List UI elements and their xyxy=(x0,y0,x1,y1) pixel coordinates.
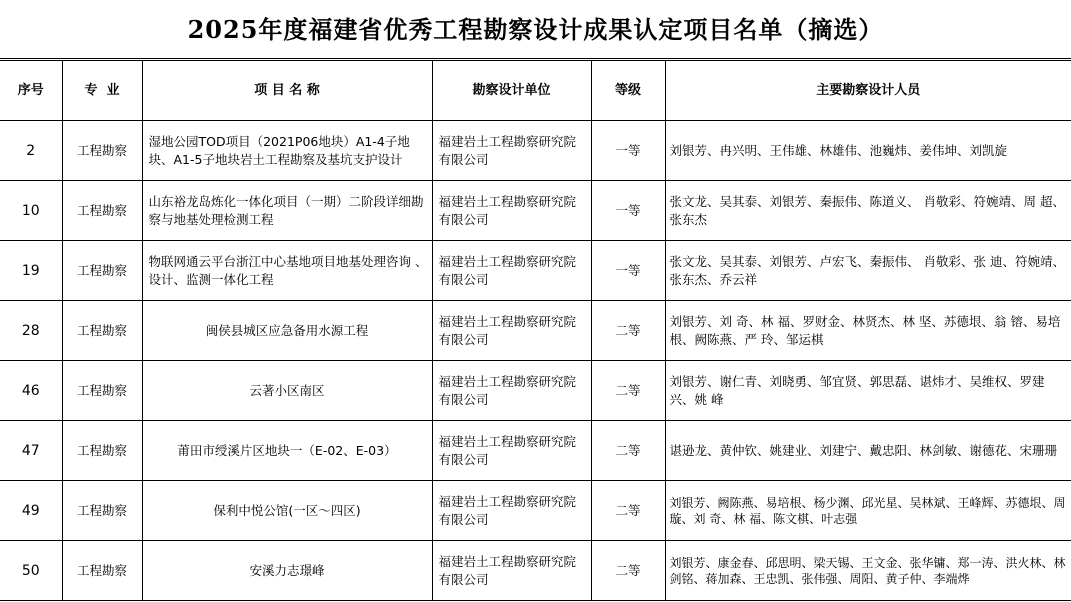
cell-unit: 福建岩土工程勘察研究院有限公司 xyxy=(432,541,591,601)
cell-seq: 2 xyxy=(0,121,62,181)
cell-grade: 二等 xyxy=(591,421,665,481)
cell-project: 闽侯县城区应急备用水源工程 xyxy=(142,301,432,361)
cell-project: 安溪力志璟峰 xyxy=(142,541,432,601)
table-header-row xyxy=(0,61,1071,121)
header-major: 专 业 xyxy=(62,61,142,121)
cell-unit: 福建岩土工程勘察研究院有限公司 xyxy=(432,301,591,361)
cell-grade: 二等 xyxy=(591,541,665,601)
cell-seq: 47 xyxy=(0,421,62,481)
cell-unit: 福建岩土工程勘察研究院有限公司 xyxy=(432,421,591,481)
cell-project: 物联网通云平台浙江中心基地项目地基处理咨询 、设计、监测一体化工程 xyxy=(142,241,432,301)
cell-major: 工程勘察 xyxy=(62,421,142,481)
cell-grade: 一等 xyxy=(591,181,665,241)
table-row xyxy=(0,361,1071,421)
cell-people: 刘银芳、康金春、邱思明、梁天锡、王文金、张华镛、郑一涛、洪火林、林剑铭、蒋加森、王忠凯、张伟强、周阳、黄子仲、李端烨 xyxy=(665,541,1071,601)
cell-people: 刘银芳、阙陈燕、易培根、杨少渊、邱光星、吴林斌、王峰辉、苏德垠、周 璇、刘 奇、林 福、陈文棋、叶志强 xyxy=(665,481,1071,541)
cell-people: 谌逊龙、黄仲钦、姚建业、刘建宁、戴忠阳、林剑敏、谢德花、宋珊珊 xyxy=(665,421,1071,481)
header-people: 主要勘察设计人员 xyxy=(665,61,1071,121)
cell-grade: 二等 xyxy=(591,361,665,421)
cell-major: 工程勘察 xyxy=(62,181,142,241)
header-unit: 勘察设计单位 xyxy=(432,61,591,121)
cell-project: 湿地公园TOD项目（2021P06地块）A1-4子地块、A1-5子地块岩土工程勘察及基坑支护设计 xyxy=(142,121,432,181)
table-body xyxy=(0,121,1071,601)
cell-grade: 二等 xyxy=(591,481,665,541)
cell-seq: 28 xyxy=(0,301,62,361)
cell-grade: 二等 xyxy=(591,301,665,361)
cell-major: 工程勘察 xyxy=(62,301,142,361)
cell-seq: 19 xyxy=(0,241,62,301)
project-table xyxy=(0,60,1071,601)
cell-unit: 福建岩土工程勘察研究院有限公司 xyxy=(432,481,591,541)
table-row xyxy=(0,421,1071,481)
table-row xyxy=(0,301,1071,361)
cell-major: 工程勘察 xyxy=(62,541,142,601)
cell-grade: 一等 xyxy=(591,121,665,181)
page-title: 2025年度福建省优秀工程勘察设计成果认定项目名单（摘选） xyxy=(0,0,1071,59)
cell-people: 刘银芳、谢仁青、刘晓勇、邹宜贤、郭思磊、谌炜才、吴维权、罗建兴、姚 峰 xyxy=(665,361,1071,421)
cell-project: 山东裕龙岛炼化一体化项目（一期）二阶段详细勘察与地基处理检测工程 xyxy=(142,181,432,241)
header-grade: 等级 xyxy=(591,61,665,121)
cell-major: 工程勘察 xyxy=(62,481,142,541)
cell-unit: 福建岩土工程勘察研究院有限公司 xyxy=(432,361,591,421)
header-seq: 序号 xyxy=(0,61,62,121)
cell-people: 刘银芳、刘 奇、林 福、罗财金、林贤杰、林 坚、苏德垠、翁 镕、易培根、阙陈燕、严 玲、邹运棋 xyxy=(665,301,1071,361)
table-row xyxy=(0,241,1071,301)
cell-people: 张文龙、吴其泰、刘银芳、卢宏飞、秦振伟、 肖敬彩、张 迪、符婉靖、张东杰、乔云祥 xyxy=(665,241,1071,301)
cell-major: 工程勘察 xyxy=(62,361,142,421)
cell-people: 张文龙、吴其泰、刘银芳、秦振伟、陈道义、 肖敬彩、符婉靖、周 超、张东杰 xyxy=(665,181,1071,241)
table-row xyxy=(0,481,1071,541)
cell-seq: 50 xyxy=(0,541,62,601)
cell-major: 工程勘察 xyxy=(62,121,142,181)
table-row xyxy=(0,181,1071,241)
cell-seq: 46 xyxy=(0,361,62,421)
cell-project: 莆田市绶溪片区地块一（E-02、E-03） xyxy=(142,421,432,481)
cell-unit: 福建岩土工程勘察研究院有限公司 xyxy=(432,121,591,181)
cell-people: 刘银芳、冉兴明、王伟雄、林雄伟、池巍炜、姜伟坤、刘凯旋 xyxy=(665,121,1071,181)
header-project: 项 目 名 称 xyxy=(142,61,432,121)
cell-seq: 49 xyxy=(0,481,62,541)
cell-project: 保利中悦公馆(一区～四区) xyxy=(142,481,432,541)
cell-project: 云著小区南区 xyxy=(142,361,432,421)
cell-seq: 10 xyxy=(0,181,62,241)
table-row xyxy=(0,541,1071,601)
cell-unit: 福建岩土工程勘察研究院有限公司 xyxy=(432,241,591,301)
cell-unit: 福建岩土工程勘察研究院有限公司 xyxy=(432,181,591,241)
cell-major: 工程勘察 xyxy=(62,241,142,301)
table-row xyxy=(0,121,1071,181)
cell-grade: 一等 xyxy=(591,241,665,301)
